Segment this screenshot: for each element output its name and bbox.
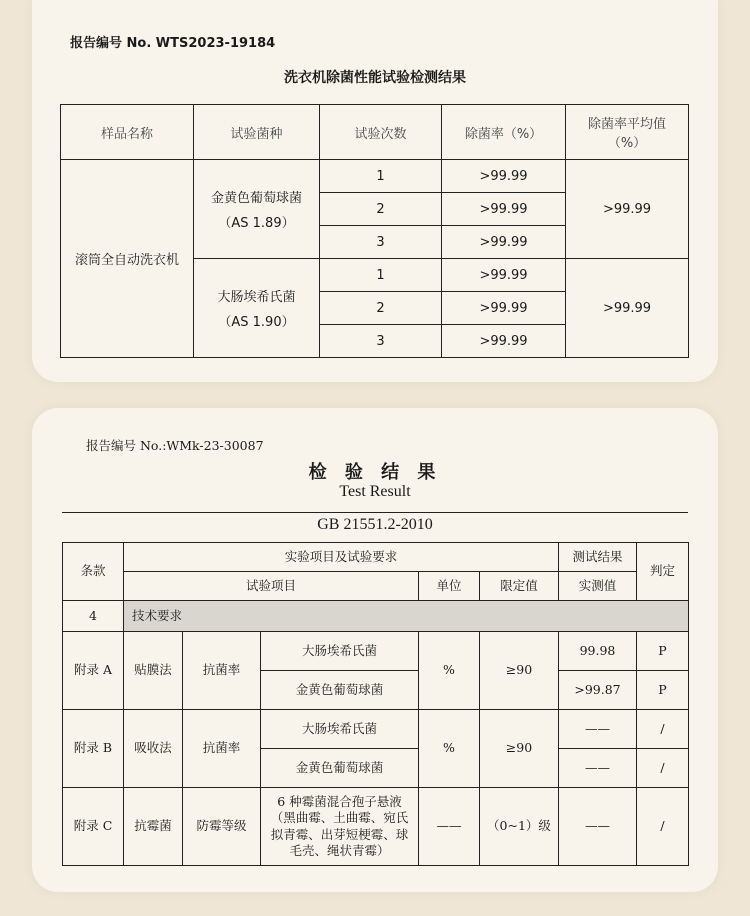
header-sample-name: 样品名称 [61, 105, 194, 160]
unit-cell: % [419, 710, 480, 788]
table-row [63, 788, 689, 866]
report-number-1: 报告编号 No. WTS2023-19184 [70, 36, 276, 51]
title-divider [62, 512, 688, 513]
standard-number: GB 21551.2-2010 [317, 516, 433, 533]
strain-cell: 大肠埃希氏菌 [261, 710, 419, 749]
clause-cell: 附录 A [63, 632, 124, 710]
sterilization-results-table [60, 104, 689, 358]
rate-cell: >99.99 [442, 226, 566, 259]
rate-cell: >99.99 [442, 325, 566, 358]
rate-cell: >99.99 [442, 160, 566, 193]
table-header-row [63, 572, 689, 601]
header-average-rate-line1: 除菌率平均值 [587, 117, 666, 132]
limit-cell: ≥90 [480, 632, 559, 710]
judge-cell: P [637, 632, 689, 671]
judge-cell: / [637, 788, 689, 866]
test-result-table [62, 542, 689, 866]
trial-cell: 2 [320, 193, 442, 226]
measured-cell: —— [559, 710, 637, 749]
unit-cell: % [419, 632, 480, 710]
report-card-1 [32, 0, 718, 382]
trial-cell: 3 [320, 325, 442, 358]
report-title-2: 检 验 结 果 [308, 462, 442, 483]
method-cell: 吸收法 [124, 710, 183, 788]
header-measured: 实测值 [559, 572, 637, 601]
judge-cell: / [637, 710, 689, 749]
header-trial-count: 试验次数 [320, 105, 442, 160]
table-header-row [61, 105, 689, 160]
strain-cell: 6 种霉菌混合孢子悬液（黑曲霉、土曲霉、宛氏拟青霉、出芽短梗霉、球毛壳、绳状青霉） [261, 788, 419, 866]
measured-cell: >99.87 [559, 671, 637, 710]
property-cell: 抗菌率 [183, 632, 261, 710]
report-title-2-en: Test Result [339, 483, 411, 500]
average-cell: >99.99 [566, 259, 689, 358]
header-items-requirements: 实验项目及试验要求 [124, 543, 559, 572]
header-unit: 单位 [419, 572, 480, 601]
measured-cell: 99.98 [559, 632, 637, 671]
strain-name: 大肠埃希氏菌 [217, 290, 296, 305]
table-row [63, 632, 689, 671]
strain-cell: 大肠埃希氏菌 [261, 632, 419, 671]
rate-cell: >99.99 [442, 292, 566, 325]
header-average-rate [566, 105, 689, 160]
property-cell: 防霉等级 [183, 788, 261, 866]
header-removal-rate: 除菌率（%） [442, 105, 566, 160]
judge-cell: P [637, 671, 689, 710]
strain-code: （AS 1.90） [218, 315, 295, 330]
table-row [63, 710, 689, 749]
limit-cell: （0~1）级 [480, 788, 559, 866]
property-cell: 抗菌率 [183, 710, 261, 788]
clause-cell: 附录 C [63, 788, 124, 866]
header-test-item: 试验项目 [124, 572, 419, 601]
trial-cell: 2 [320, 292, 442, 325]
section-row [63, 601, 689, 632]
measured-cell: —— [559, 749, 637, 788]
section-number: 4 [63, 601, 124, 632]
header-test-result: 测试结果 [559, 543, 637, 572]
trial-cell: 3 [320, 226, 442, 259]
header-limit: 限定值 [480, 572, 559, 601]
rate-cell: >99.99 [442, 193, 566, 226]
sample-name-cell: 滚筒全自动洗衣机 [61, 160, 194, 358]
strain-code: （AS 1.89） [218, 216, 295, 231]
unit-cell: —— [419, 788, 480, 866]
report-number-2: 报告编号 No.:WMk-23-30087 [86, 438, 264, 453]
header-clause: 条款 [63, 543, 124, 601]
rate-cell: >99.99 [442, 259, 566, 292]
strain-cell: 金黄色葡萄球菌 [261, 749, 419, 788]
strain-name: 金黄色葡萄球菌 [210, 191, 302, 206]
method-cell: 贴膜法 [124, 632, 183, 710]
table-header-row [63, 543, 689, 572]
measured-cell: —— [559, 788, 637, 866]
trial-cell: 1 [320, 259, 442, 292]
strain-cell: 金黄色葡萄球菌 [261, 671, 419, 710]
table-row [61, 160, 689, 193]
trial-cell: 1 [320, 160, 442, 193]
report-title-1: 洗衣机除菌性能试验检测结果 [284, 70, 466, 86]
limit-cell: ≥90 [480, 710, 559, 788]
clause-cell: 附录 B [63, 710, 124, 788]
header-strain: 试验菌种 [194, 105, 320, 160]
strain-cell [194, 160, 320, 259]
report-card-2 [32, 408, 718, 892]
section-label: 技术要求 [124, 601, 689, 632]
method-cell: 抗霉菌 [124, 788, 183, 866]
header-average-rate-line2: （%） [607, 136, 647, 151]
strain-cell [194, 259, 320, 358]
header-judgement: 判定 [637, 543, 689, 601]
average-cell: >99.99 [566, 160, 689, 259]
judge-cell: / [637, 749, 689, 788]
